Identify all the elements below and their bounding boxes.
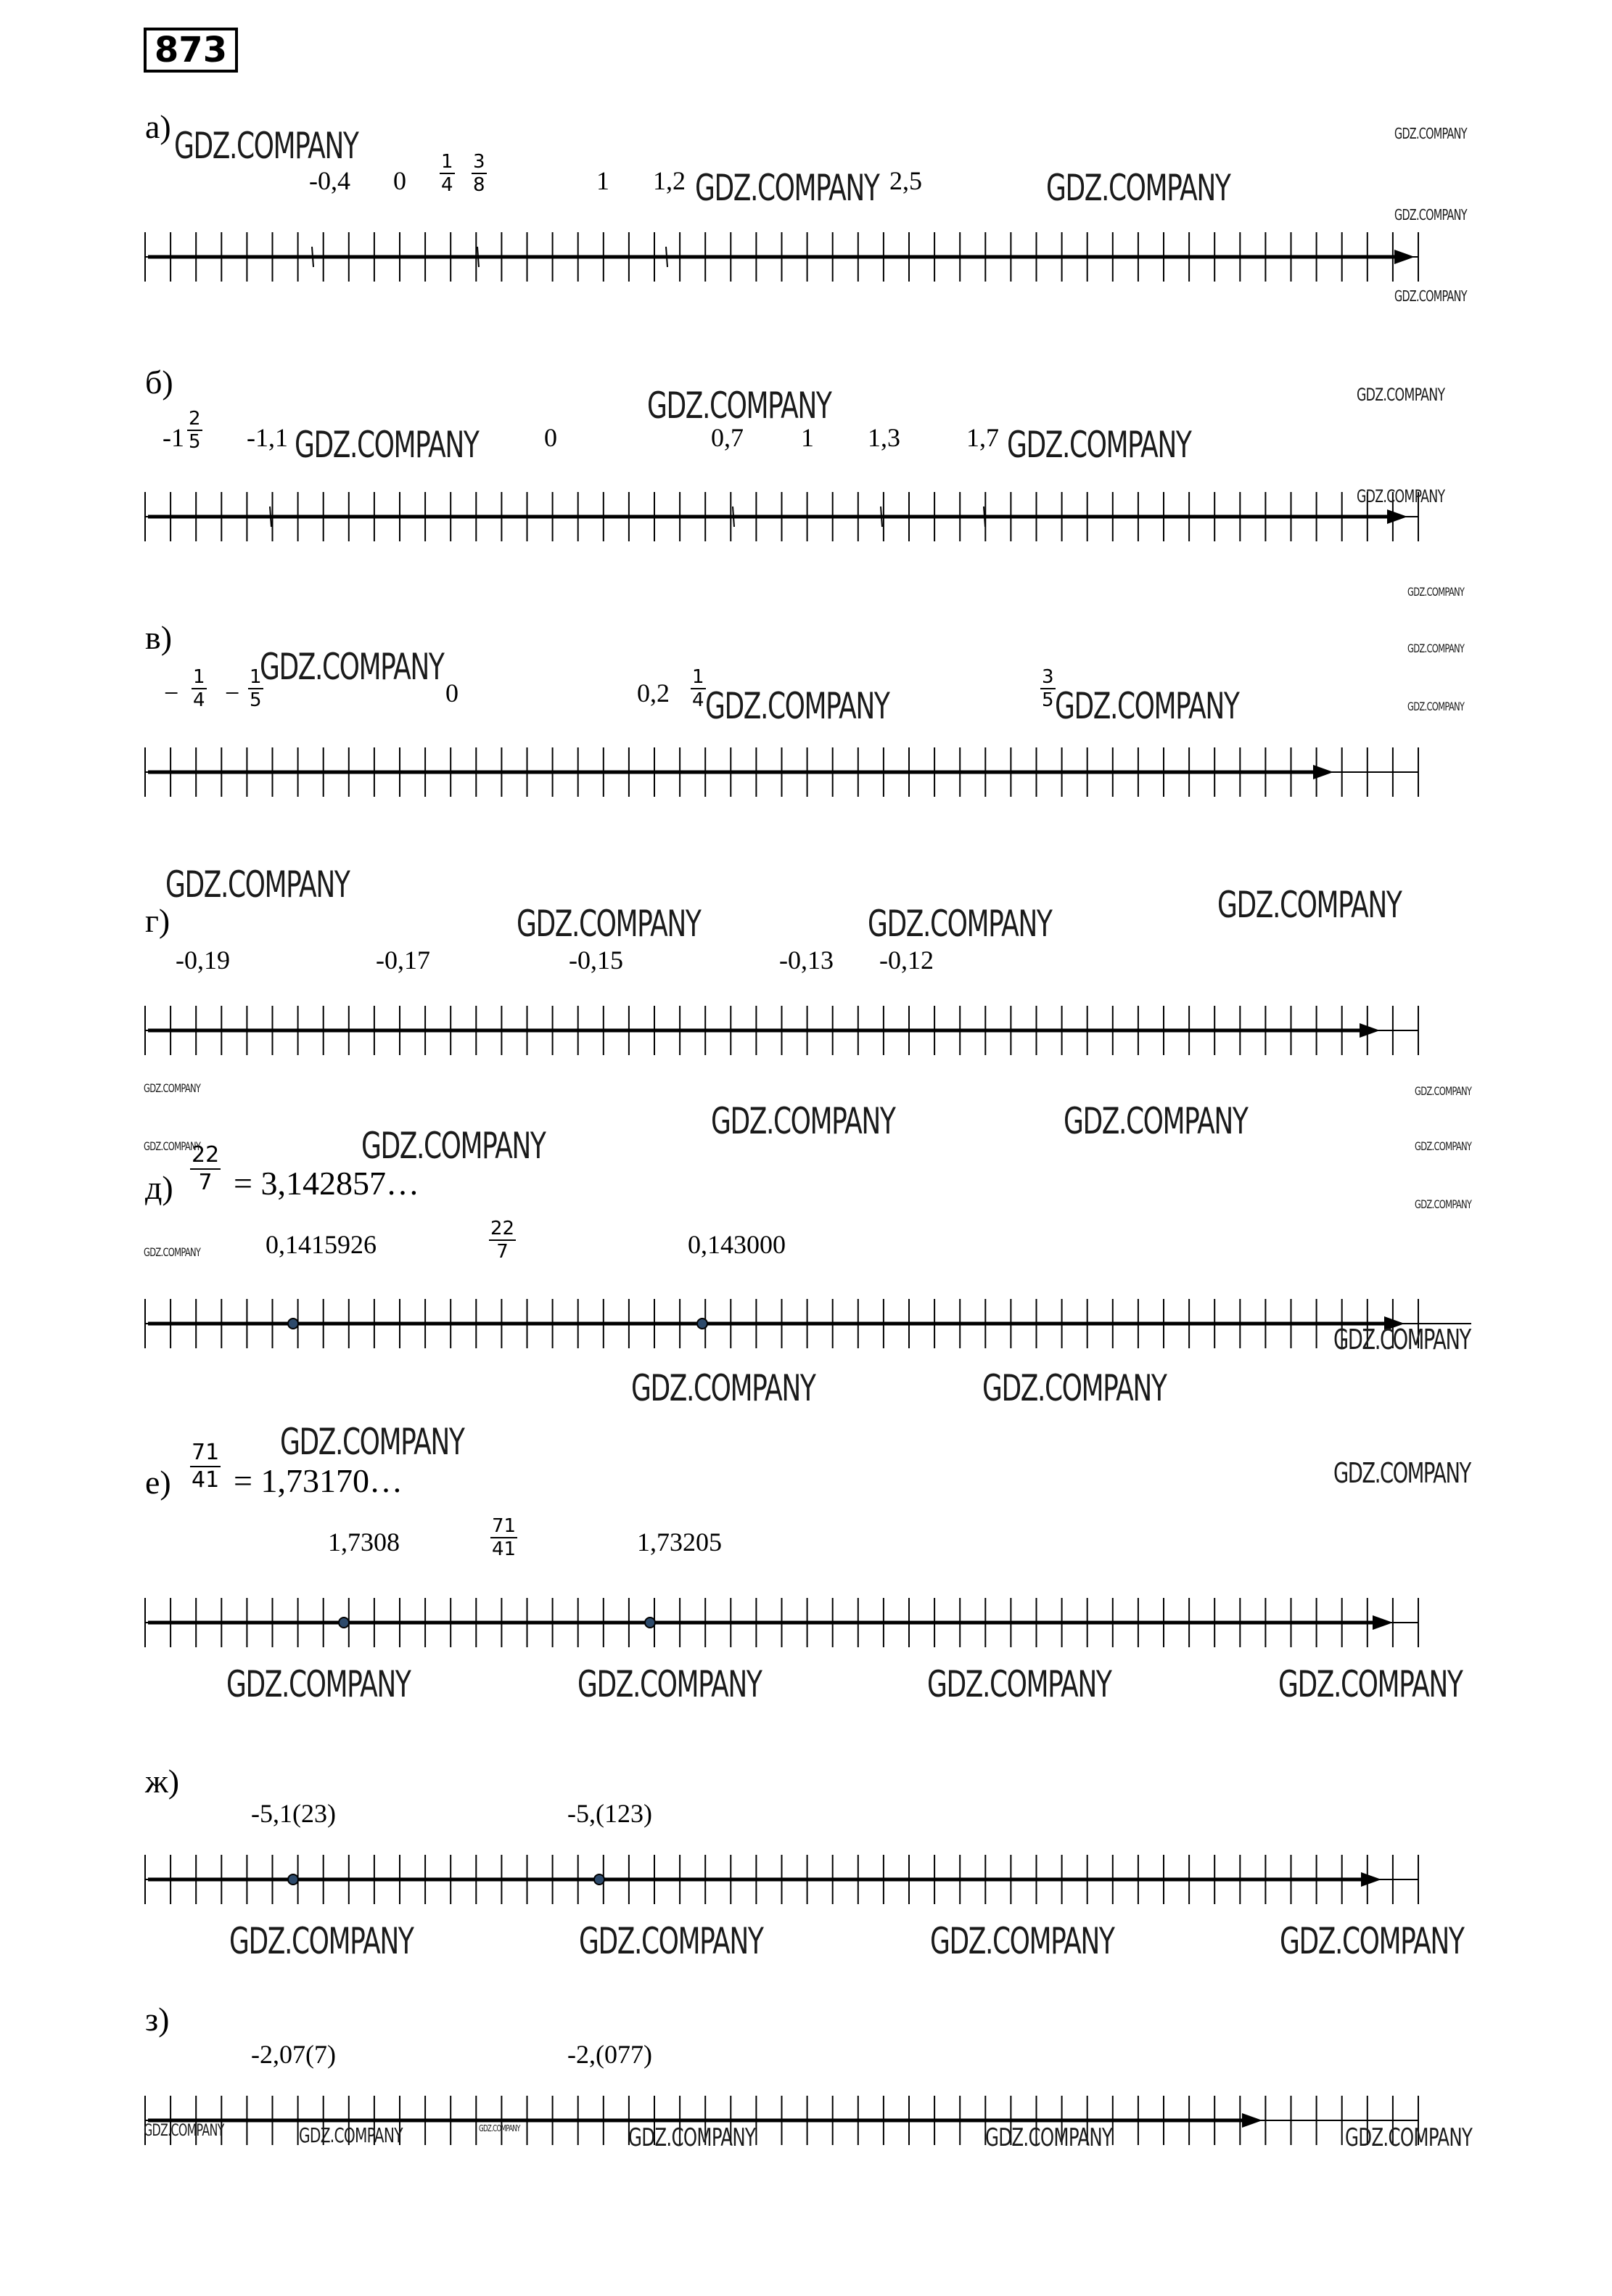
fraction-numerator: 3 xyxy=(473,151,485,173)
watermark: GDZ.COMPANY xyxy=(1333,1324,1471,1356)
watermark: GDZ.COMPANY xyxy=(868,903,1052,945)
watermark: GDZ.COMPANY xyxy=(647,385,831,427)
fraction-label xyxy=(472,151,487,196)
fraction-denominator: 8 xyxy=(473,174,485,196)
watermark: GDZ.COMPANY xyxy=(361,1125,546,1167)
watermark: GDZ.COMPANY xyxy=(1357,486,1445,507)
tick-label: 1,3 xyxy=(868,423,900,452)
tick-label: -0,4 xyxy=(309,166,350,195)
watermark: GDZ.COMPANY xyxy=(705,685,889,727)
fraction-numerator: 1 xyxy=(692,666,704,688)
tick-label: 0,2 xyxy=(637,678,670,708)
number-line-g xyxy=(0,984,1612,1071)
axis-arrow-head xyxy=(1394,250,1415,264)
fraction-numerator: 2 xyxy=(189,408,201,430)
watermark: GDZ.COMPANY xyxy=(985,2123,1113,2152)
point-dot xyxy=(288,1319,298,1329)
tick-label: -0,13 xyxy=(779,946,834,975)
fraction-label xyxy=(1040,666,1056,711)
problem-number: 873 xyxy=(144,28,238,73)
watermark: GDZ.COMPANY xyxy=(280,1421,464,1463)
tick-label: 1,7308 xyxy=(328,1528,400,1557)
fraction-numerator: 22 xyxy=(490,1218,515,1239)
watermark: GDZ.COMPANY xyxy=(260,646,444,688)
watermark: GDZ.COMPANY xyxy=(1007,424,1191,466)
tick-label: -5,1(23) xyxy=(251,1799,336,1828)
tick-label: 0 xyxy=(445,678,458,708)
fraction-denominator: 7 xyxy=(496,1241,509,1263)
fraction-label xyxy=(192,666,207,711)
watermark: GDZ.COMPANY xyxy=(1407,641,1465,655)
part-label-v: в) xyxy=(145,619,173,656)
fraction-sign: − xyxy=(225,678,240,708)
tick-label: -5,(123) xyxy=(567,1799,652,1828)
fraction-label xyxy=(440,151,455,196)
number-line-v xyxy=(0,726,1612,813)
part-label-e: е) xyxy=(145,1464,171,1501)
tick-label: -0,19 xyxy=(176,946,230,975)
watermark: GDZ.COMPANY xyxy=(1394,125,1467,142)
fraction-denominator: 4 xyxy=(193,689,205,711)
watermark: GDZ.COMPANY xyxy=(299,2123,403,2147)
fraction-numerator: 1 xyxy=(193,666,205,688)
point-mark xyxy=(477,247,479,267)
watermark: GDZ.COMPANY xyxy=(1280,1920,1464,1962)
tick-label: 0 xyxy=(544,423,557,452)
watermark: GDZ.COMPANY xyxy=(631,1367,815,1409)
fraction-numerator: 3 xyxy=(1042,666,1054,688)
watermark: GDZ.COMPANY xyxy=(1055,685,1239,727)
tick-label: -0,12 xyxy=(879,946,934,975)
tick-label: 1,73205 xyxy=(637,1528,722,1557)
watermark: GDZ.COMPANY xyxy=(628,2123,756,2152)
watermark: GDZ.COMPANY xyxy=(1217,884,1402,926)
watermark: GDZ.COMPANY xyxy=(1345,2123,1473,2152)
tick-label: 0 xyxy=(393,166,406,195)
tick-label: 2,5 xyxy=(889,166,922,195)
watermark: GDZ.COMPANY xyxy=(1357,385,1445,405)
point-mark xyxy=(881,507,882,527)
watermark: GDZ.COMPANY xyxy=(711,1100,895,1142)
fraction-denominator: 5 xyxy=(250,689,262,711)
tick-label: -2,07(7) xyxy=(251,2040,336,2069)
tick-label: -1,1 xyxy=(247,423,288,452)
watermark: GDZ.COMPANY xyxy=(1333,1457,1471,1489)
watermark: GDZ.COMPANY xyxy=(695,167,879,209)
fraction-label xyxy=(490,1515,517,1560)
watermark: GDZ.COMPANY xyxy=(1394,206,1467,224)
tick-label: -0,15 xyxy=(569,946,623,975)
watermark: GDZ.COMPANY xyxy=(144,1245,201,1259)
part-label-z: з) xyxy=(145,2001,170,2038)
fraction-denominator: 7 xyxy=(198,1170,213,1195)
number-line-zh xyxy=(0,1833,1612,1920)
part-label-a: а) xyxy=(145,108,171,145)
point-dot xyxy=(288,1874,298,1885)
watermark: GDZ.COMPANY xyxy=(144,1081,201,1095)
fraction-denominator: 5 xyxy=(1042,689,1054,711)
point-dot xyxy=(697,1319,707,1329)
point-mark xyxy=(270,507,271,527)
tick-label: 1,7 xyxy=(966,423,999,452)
fraction-numerator: 22 xyxy=(190,1142,221,1170)
watermark: GDZ.COMPANY xyxy=(927,1663,1111,1705)
watermark: GDZ.COMPANY xyxy=(1407,585,1465,599)
watermark: GDZ.COMPANY xyxy=(1415,1139,1472,1153)
tick-label: 1,2 xyxy=(653,166,686,195)
tick-label: 0,7 xyxy=(711,423,744,452)
watermark: GDZ.COMPANY xyxy=(577,1663,762,1705)
point-mark xyxy=(666,247,667,267)
watermark: GDZ.COMPANY xyxy=(226,1663,411,1705)
equation-value: = 3,142857… xyxy=(234,1165,419,1202)
point-mark xyxy=(312,247,313,267)
tick-label: -2,(077) xyxy=(567,2040,652,2069)
watermark: GDZ.COMPANY xyxy=(1415,1084,1472,1098)
fraction-numerator: 71 xyxy=(492,1515,517,1537)
number-line-e xyxy=(0,1576,1612,1663)
point-mark xyxy=(733,507,734,527)
watermark: GDZ.COMPANY xyxy=(1415,1197,1472,1211)
point-dot xyxy=(339,1618,349,1628)
axis-arrow-head xyxy=(1373,1615,1393,1630)
watermark: GDZ.COMPANY xyxy=(579,1920,763,1962)
fraction-numerator: 71 xyxy=(190,1440,221,1467)
axis-arrow-head xyxy=(1242,2113,1262,2128)
watermark: GDZ.COMPANY xyxy=(229,1920,414,1962)
fraction-numerator: 1 xyxy=(250,666,262,688)
number-line-b xyxy=(0,470,1612,557)
fraction-denominator: 41 xyxy=(192,1467,220,1493)
part-label-g: г) xyxy=(145,902,170,939)
axis-arrow-head xyxy=(1313,765,1333,779)
fraction-label xyxy=(489,1218,516,1263)
fraction-numerator: 1 xyxy=(441,151,453,173)
axis-arrow-head xyxy=(1361,1872,1381,1887)
part-label-b: б) xyxy=(145,364,173,401)
point-dot xyxy=(645,1618,655,1628)
watermark: GDZ.COMPANY xyxy=(982,1367,1167,1409)
watermark: GDZ.COMPANY xyxy=(144,1139,201,1153)
part-label-d: д) xyxy=(145,1169,173,1206)
axis-arrow-head xyxy=(1387,509,1407,524)
fraction-label xyxy=(187,408,202,453)
watermark: GDZ.COMPANY xyxy=(479,2123,520,2133)
tick-label: 1 xyxy=(801,423,814,452)
watermark: GDZ.COMPANY xyxy=(517,903,701,945)
equation-fraction xyxy=(190,1440,221,1493)
watermark: GDZ.COMPANY xyxy=(1394,287,1467,305)
watermark: GDZ.COMPANY xyxy=(165,864,350,906)
fraction-denominator: 41 xyxy=(492,1538,517,1560)
tick-label: 0,143000 xyxy=(688,1230,786,1259)
equation-value: = 1,73170… xyxy=(234,1462,403,1499)
point-dot xyxy=(594,1874,604,1885)
tick-label: 1 xyxy=(596,166,609,195)
fraction-label xyxy=(691,666,706,711)
watermark: GDZ.COMPANY xyxy=(144,2122,224,2140)
watermark: GDZ.COMPANY xyxy=(1407,700,1465,713)
fraction-sign: − xyxy=(164,678,179,708)
watermark: GDZ.COMPANY xyxy=(1046,167,1230,209)
watermark: GDZ.COMPANY xyxy=(930,1920,1114,1962)
part-label-zh: ж) xyxy=(145,1763,180,1800)
watermark: GDZ.COMPANY xyxy=(174,125,358,167)
watermark: GDZ.COMPANY xyxy=(1064,1100,1248,1142)
mixed-number-whole: -1 xyxy=(163,423,184,452)
watermark: GDZ.COMPANY xyxy=(1278,1663,1463,1705)
tick-label: 0,1415926 xyxy=(266,1230,377,1259)
fraction-denominator: 4 xyxy=(441,174,453,196)
tick-label: -0,17 xyxy=(376,946,430,975)
watermark: GDZ.COMPANY xyxy=(295,424,479,466)
fraction-denominator: 4 xyxy=(692,689,704,711)
number-line-a xyxy=(0,210,1612,298)
axis-arrow-head xyxy=(1360,1023,1380,1038)
fraction-denominator: 5 xyxy=(189,431,201,453)
